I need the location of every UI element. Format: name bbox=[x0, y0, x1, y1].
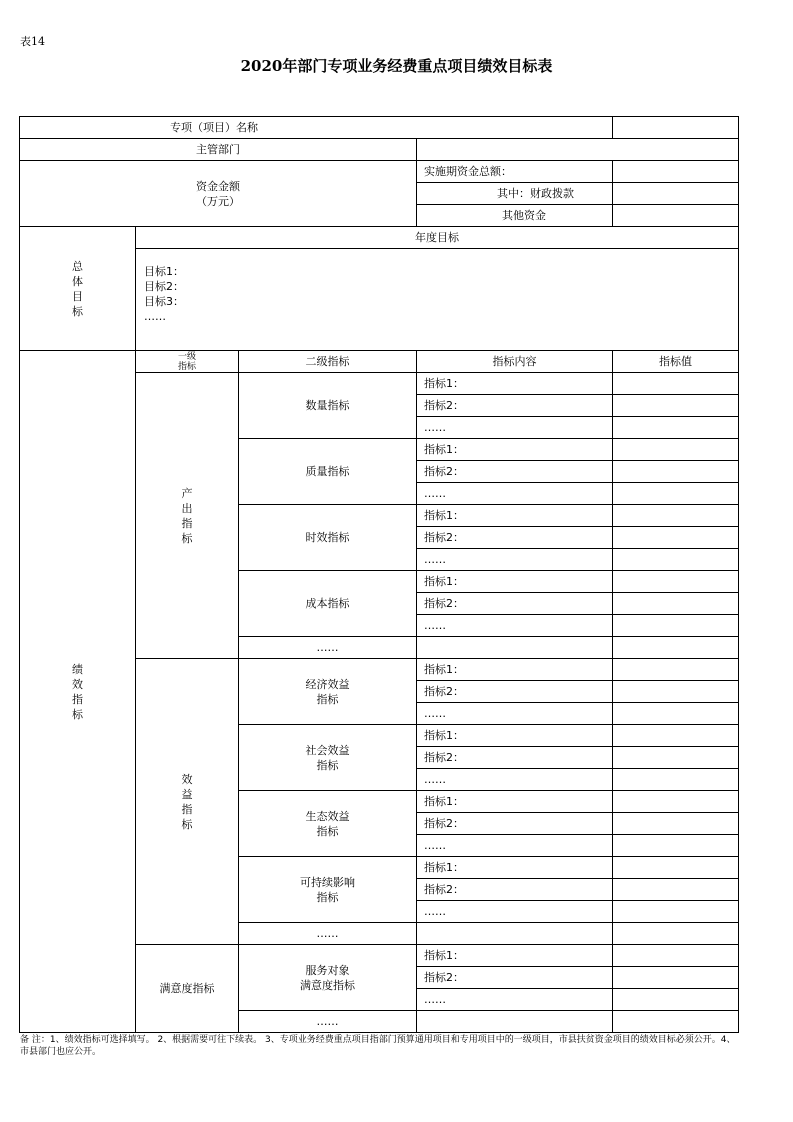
indicator-value[interactable] bbox=[613, 527, 739, 549]
indicator-value[interactable] bbox=[613, 637, 739, 659]
indicator-item[interactable]: 指标1： bbox=[417, 659, 613, 681]
indicator-value[interactable] bbox=[613, 373, 739, 395]
indicator-item[interactable] bbox=[417, 637, 613, 659]
level1-header: 一级 指标 bbox=[136, 351, 239, 373]
indicator-item[interactable]: 指标1： bbox=[417, 373, 613, 395]
goal-item: 目标3： bbox=[144, 295, 184, 308]
value-header: 指标值 bbox=[613, 351, 739, 373]
indicator-value[interactable] bbox=[613, 615, 739, 637]
economic-benefit-indicator: 经济效益 指标 bbox=[239, 659, 417, 725]
indicator-value[interactable] bbox=[613, 1011, 739, 1033]
annual-goal-header: 年度目标 bbox=[136, 227, 739, 249]
page-title: 2020年部门专项业务经费重点项目绩效目标表 bbox=[240, 57, 553, 75]
indicator-item[interactable]: 指标1： bbox=[417, 725, 613, 747]
more-level2: …… bbox=[239, 637, 417, 659]
indicator-value[interactable] bbox=[613, 395, 739, 417]
social-benefit-indicator: 社会效益 指标 bbox=[239, 725, 417, 791]
indicator-value[interactable] bbox=[613, 857, 739, 879]
indicator-item[interactable]: 指标2： bbox=[417, 747, 613, 769]
indicator-value[interactable] bbox=[613, 813, 739, 835]
fiscal-funds-label: 其中：财政拨款 bbox=[417, 183, 613, 205]
other-funds-label: 其他资金 bbox=[417, 205, 613, 227]
indicator-item[interactable]: 指标1： bbox=[417, 439, 613, 461]
more-level2: …… bbox=[239, 923, 417, 945]
indicator-value[interactable] bbox=[613, 725, 739, 747]
indicator-value[interactable] bbox=[613, 967, 739, 989]
sustainable-impact-indicator: 可持续影响 指标 bbox=[239, 857, 417, 923]
indicator-value[interactable] bbox=[613, 549, 739, 571]
quality-indicator: 质量指标 bbox=[239, 439, 417, 505]
indicator-value[interactable] bbox=[613, 417, 739, 439]
output-indicators-label: 产 出 指 标 bbox=[136, 373, 239, 659]
indicator-value[interactable] bbox=[613, 703, 739, 725]
indicator-value[interactable] bbox=[613, 769, 739, 791]
indicator-value[interactable] bbox=[613, 571, 739, 593]
indicator-item[interactable]: 指标1： bbox=[417, 571, 613, 593]
indicator-value[interactable] bbox=[613, 461, 739, 483]
indicator-more: …… bbox=[417, 901, 613, 923]
indicator-item[interactable]: 指标1： bbox=[417, 505, 613, 527]
indicator-item[interactable]: 指标2： bbox=[417, 681, 613, 703]
indicator-more: …… bbox=[417, 989, 613, 1011]
content-header: 指标内容 bbox=[417, 351, 613, 373]
performance-goal-table bbox=[19, 116, 739, 1033]
goal-item: 目标1： bbox=[144, 265, 184, 278]
project-name-value[interactable] bbox=[613, 117, 739, 139]
indicator-value[interactable] bbox=[613, 835, 739, 857]
indicator-item[interactable] bbox=[417, 923, 613, 945]
indicator-value[interactable] bbox=[613, 901, 739, 923]
benefit-indicators-label: 效 益 指 标 bbox=[136, 659, 239, 945]
total-funds-label: 实施期资金总额： bbox=[417, 161, 613, 183]
satisfaction-indicators-label: 满意度指标 bbox=[136, 945, 239, 1033]
indicator-item[interactable]: 指标1： bbox=[417, 791, 613, 813]
indicator-item[interactable]: 指标1： bbox=[417, 857, 613, 879]
indicator-value[interactable] bbox=[613, 439, 739, 461]
indicator-more: …… bbox=[417, 615, 613, 637]
dept-label: 主管部门 bbox=[20, 139, 417, 161]
indicator-value[interactable] bbox=[613, 945, 739, 967]
timeliness-indicator: 时效指标 bbox=[239, 505, 417, 571]
annual-goal-content[interactable] bbox=[136, 249, 739, 351]
fiscal-funds-value[interactable] bbox=[613, 183, 739, 205]
level2-header: 二级指标 bbox=[239, 351, 417, 373]
table-number: 表14 bbox=[20, 35, 45, 48]
indicator-value[interactable] bbox=[613, 791, 739, 813]
ecological-benefit-indicator: 生态效益 指标 bbox=[239, 791, 417, 857]
goal-item: 目标2： bbox=[144, 280, 184, 293]
other-funds-value[interactable] bbox=[613, 205, 739, 227]
indicator-more: …… bbox=[417, 703, 613, 725]
footnote: 备 注：1、绩效指标可选择填写。 2、根据需要可往下续表。 3、专项业务经费重点项目指部门预算通用项目和专用项目中的一级项目，市县扶贫资金项目的绩效目标必须公开。4、市县部门也应公开。 bbox=[20, 1035, 736, 1057]
indicator-value[interactable] bbox=[613, 505, 739, 527]
indicator-item[interactable]: 指标2： bbox=[417, 593, 613, 615]
indicator-more: …… bbox=[417, 483, 613, 505]
indicator-item[interactable]: 指标2： bbox=[417, 527, 613, 549]
indicator-value[interactable] bbox=[613, 923, 739, 945]
indicator-value[interactable] bbox=[613, 681, 739, 703]
project-name-label: 专项（项目）名称 bbox=[20, 117, 613, 139]
indicator-value[interactable] bbox=[613, 483, 739, 505]
indicator-item[interactable]: 指标2： bbox=[417, 879, 613, 901]
indicator-more: …… bbox=[417, 549, 613, 571]
indicator-item[interactable]: 指标2： bbox=[417, 395, 613, 417]
performance-label: 绩 效 指 标 bbox=[20, 351, 136, 1033]
goal-item: …… bbox=[144, 310, 166, 323]
indicator-more: …… bbox=[417, 417, 613, 439]
cost-indicator: 成本指标 bbox=[239, 571, 417, 637]
funds-label: 资金金额 （万元） bbox=[20, 161, 417, 227]
indicator-value[interactable] bbox=[613, 989, 739, 1011]
indicator-more: …… bbox=[417, 835, 613, 857]
indicator-value[interactable] bbox=[613, 747, 739, 769]
indicator-item[interactable] bbox=[417, 1011, 613, 1033]
more-level2: …… bbox=[239, 1011, 417, 1033]
indicator-value[interactable] bbox=[613, 593, 739, 615]
indicator-item[interactable]: 指标2： bbox=[417, 967, 613, 989]
quantity-indicator: 数量指标 bbox=[239, 373, 417, 439]
indicator-value[interactable] bbox=[613, 879, 739, 901]
indicator-item[interactable]: 指标2： bbox=[417, 461, 613, 483]
indicator-more: …… bbox=[417, 769, 613, 791]
indicator-item[interactable]: 指标2： bbox=[417, 813, 613, 835]
dept-value[interactable] bbox=[417, 139, 739, 161]
indicator-value[interactable] bbox=[613, 659, 739, 681]
total-funds-value[interactable] bbox=[613, 161, 739, 183]
overall-goal-label: 总 体 目 标 bbox=[20, 227, 136, 351]
indicator-item[interactable]: 指标1： bbox=[417, 945, 613, 967]
service-satisfaction-indicator: 服务对象 满意度指标 bbox=[239, 945, 417, 1011]
